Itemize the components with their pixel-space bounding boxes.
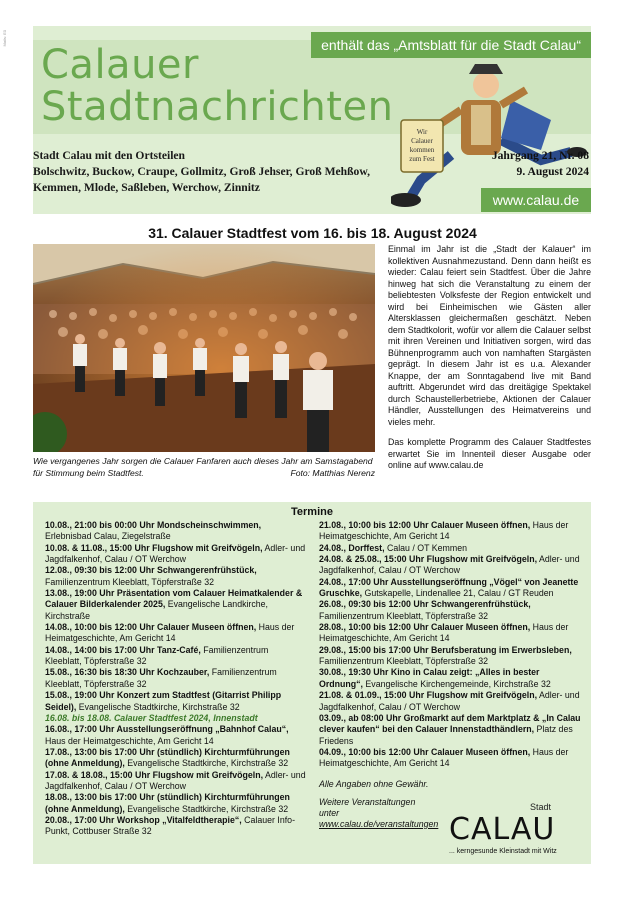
svg-text:Calauer: Calauer — [411, 137, 433, 145]
event-item — [45, 690, 307, 713]
disclaimer: Alle Angaben ohne Gewähr. — [319, 778, 429, 789]
event-location: Haus der Heimatgeschichte, Am Gericht 14 — [319, 746, 569, 769]
event-location: Platz des Friedens — [319, 724, 573, 746]
events-title: Termine — [291, 506, 333, 518]
towns-line-1: Stadt Calau mit den Ortsteilen — [33, 149, 186, 162]
events-column-left — [45, 520, 307, 838]
city-logo — [449, 802, 589, 862]
svg-text:kommen: kommen — [409, 146, 435, 154]
towns-block — [33, 148, 413, 196]
logo-small-text: Stadt — [529, 802, 551, 812]
towns-line-2: Bolschwitz, Buckow, Craupe, Gollmitz, Groß Jehser, Groß Mehßow, — [33, 165, 370, 178]
event-location: Adler- und Jagdfalkenhof, Calau / OT Werchow — [319, 690, 580, 712]
more-events-line-2: unter — [319, 807, 340, 818]
event-title: 03.09., ab 08:00 Uhr Großmarkt auf dem Marktplatz & „In Calau clever kaufen“ bei den Calauer Innenstadthändlern, — [319, 712, 581, 735]
event-title: 24.08., Dorffest, — [319, 542, 385, 553]
event-location: Familienzentrum Kleeblatt, Töpferstraße 32 — [45, 644, 269, 667]
events-box — [33, 502, 591, 864]
more-events-link[interactable]: www.calau.de/veranstaltungen — [319, 818, 439, 829]
website-link[interactable]: www.calau.de — [481, 188, 591, 212]
event-item — [319, 543, 581, 554]
event-item — [45, 747, 307, 770]
title-line-2: Stadtnachrichten — [41, 84, 394, 130]
event-item — [319, 747, 581, 770]
event-location: Adler- und Jagdfalkenhof, Calau / OT Werchow — [45, 542, 306, 565]
event-item — [45, 645, 307, 668]
issue-info — [492, 148, 589, 180]
event-item-festival: 16.08. bis 18.08. Calauer Stadtfest 2024, Innenstadt — [45, 712, 258, 723]
event-item — [45, 815, 307, 838]
event-title: 17.08. & 18.08., 15:00 Uhr Flugshow mit Greifvögeln, — [45, 769, 264, 780]
title-line-1: Calauer — [41, 42, 199, 88]
event-item — [45, 792, 307, 815]
event-location: Evangelische Stadtkirche, Kirchstraße 32 — [124, 758, 289, 769]
event-item — [319, 622, 581, 645]
article-paragraph-2: Das komplette Programm des Calauer Stadtfestes erwartet Sie im Innenteil dieser Ausgabe oder online auf www.calau.de — [388, 437, 591, 470]
event-item — [45, 622, 307, 645]
event-title: 29.08., 15:00 bis 17:00 Uhr Berufsberatung im Erwerbsleben, — [319, 644, 572, 655]
event-item — [319, 645, 581, 668]
logo-tagline: ... kerngesunde Kleinstadt mit Witz — [449, 848, 557, 855]
masthead — [33, 26, 591, 214]
event-item — [319, 577, 581, 600]
event-title: 16.08., 17:00 Uhr Ausstellungseröffnung „Bahnhof Calau“, — [45, 724, 289, 735]
event-title: 13.08., 19:00 Uhr Präsentation vom Calauer Heimatkalender & Calauer Bilderkalender 2025, — [45, 588, 303, 610]
event-location: Familienzentrum Kleeblatt, Töpferstraße 32 — [45, 576, 215, 587]
event-item — [45, 543, 307, 566]
event-title: 14.08., 10:00 bis 12:00 Uhr Calauer Museen öffnen, — [45, 622, 257, 633]
article-paragraph-1: Einmal im Jahr ist die „Stadt der Kalauer“ im kollektiven Ausnahmezustand. Denn dann heißt es wieder: Calau feiert sein Stadtfest. Über die Jahre hinweg hat sich die Veranstaltung zu einem der beliebtesten Volksfeste der Region entwickelt und wird bei Einheimischen wie Gästen aller Altersklassen gleichermaßen geschätzt. Neben dem Stadtkolorit, wofür vor allem die Calauer selbst mit ihren Vereinen und Initiativen sorgen, wird das Bühnenprogramm auch von namhaften Stargästen geprägt. In diesem Jahr ist es u.a. Alexander Knappe, der am Sonntagabend live mit Band auftritt. Abgerundet wird das dreitägige Spektakel durch Schaustellerbetriebe, Aktionen der Calauer Händler, Ausstellungen des Heimatvereins und vieles mehr. — [388, 244, 591, 427]
towns-line-3: Kemmen, Mlode, Saßleben, Werchow, Zinnitz — [33, 181, 260, 194]
event-item — [319, 520, 581, 543]
event-item — [45, 667, 307, 690]
issue-date: 9. August 2024 — [516, 165, 589, 178]
event-title: 15.08., 19:00 Uhr Konzert zum Stadtfest (Gitarrist Philipp Seidel), — [45, 690, 282, 712]
event-title: 10.08., 21:00 bis 00:00 Uhr Mondscheinschwimmen, — [45, 520, 262, 530]
event-location: Haus der Heimatgeschichte, Am Gericht 14 — [45, 622, 295, 644]
event-location: Evangelische Landkirche, Kirchstraße — [45, 599, 268, 621]
event-item — [319, 690, 581, 713]
article-body — [388, 244, 591, 481]
issue-volume: Jahrgang 21, Nr. 08 — [491, 149, 589, 162]
photo-credit: Foto: Matthias Nerenz — [290, 467, 375, 478]
event-location: Familienzentrum Kleeblatt, Töpferstraße 32 — [319, 656, 489, 667]
event-item — [45, 588, 307, 622]
event-location: Calau / OT Kemmen — [384, 542, 467, 553]
event-item — [45, 770, 307, 793]
event-title: 10.08. & 11.08., 15:00 Uhr Flugshow mit Greifvögeln, — [45, 542, 263, 553]
event-location: Adler- und Jagdfalkenhof, Calau / OT Werchow — [45, 769, 306, 791]
event-title: 14.08., 14:00 bis 17:00 Uhr Tanz-Café, — [45, 644, 201, 655]
event-location: Calauer Info-Punkt, Cottbuser Straße 32 — [45, 814, 295, 837]
event-title: 18.08., 13:00 bis 17:00 Uhr (stündlich) Kirchturmführungen (ohne Anmeldung), — [45, 792, 290, 814]
event-location: Evangelische Stadtkirche, Kirchstraße 32 — [76, 701, 240, 712]
festival-photo — [33, 244, 375, 452]
event-location: Haus der Heimatgeschichte, Am Gericht 14 — [45, 735, 214, 746]
more-events-line-1: Weitere Veranstaltungen — [319, 796, 416, 807]
event-location: Familienzentrum Kleeblatt, Töpferstraße 32 — [319, 610, 489, 621]
svg-text:zum Fest: zum Fest — [409, 155, 435, 163]
event-location: Haus der Heimatgeschichte, Am Gericht 14 — [319, 520, 569, 542]
event-item — [319, 554, 581, 577]
event-location: Gutskapelle, Lindenallee 21, Calau / GT Reuden — [362, 588, 554, 599]
amtsblatt-banner: enthält das „Amtsblatt für die Stadt Calau“ — [311, 32, 591, 58]
photo-caption — [33, 456, 375, 479]
event-item — [45, 565, 307, 588]
event-title: 04.09., 10:00 bis 12:00 Uhr Calauer Museen öffnen, — [319, 746, 531, 757]
event-location: Adler- und Jagdfalkenhof, Calau / OT Werchow — [319, 554, 580, 576]
event-title: 12.08., 09:30 bis 12:00 Uhr Schwangerenfrühstück, — [45, 565, 257, 576]
event-title: 17.08., 13:00 bis 17:00 Uhr (stündlich) Kirchturmführungen (ohne Anmeldung), — [45, 746, 290, 769]
event-title: 26.08., 09:30 bis 12:00 Uhr Schwangerenfrühstück, — [319, 599, 531, 610]
event-location: Familienzentrum Kleeblatt, Töpferstraße 32 — [45, 667, 277, 689]
event-title: 21.08., 10:00 bis 12:00 Uhr Calauer Museen öffnen, — [319, 520, 531, 530]
event-title: 28.08., 10:00 bis 12:00 Uhr Calauer Museen öffnen, — [319, 622, 531, 633]
event-title: 24.08., 17:00 Uhr Ausstellungseröffnung „Vögel“ von Jeanette Gruschke, — [319, 576, 579, 599]
event-location: Evangelische Kirchengemeinde, Kirchstraße 32 — [362, 678, 551, 689]
event-title: 30.08., 19:30 Uhr Kino in Calau zeigt: „Alles in bester Ordnung“, — [319, 667, 540, 689]
event-title: 21.08. & 01.09., 15:00 Uhr Flugshow mit Greifvögeln, — [319, 690, 538, 701]
side-note: Mails: E0 — [2, 30, 7, 47]
event-item — [319, 667, 581, 690]
event-title: 15.08., 16:30 bis 18:30 Uhr Kochzauber, — [45, 667, 210, 678]
svg-text:Wir: Wir — [416, 128, 428, 136]
article-headline: 31. Calauer Stadtfest vom 16. bis 18. August 2024 — [148, 225, 477, 241]
event-item — [45, 724, 307, 747]
event-item — [319, 713, 581, 747]
events-column-right — [319, 520, 581, 830]
event-location: Evangelische Stadtkirche, Kirchstraße 32 — [124, 803, 289, 814]
event-location: Erlebnisbad Calau, Ziegelstraße — [45, 531, 171, 542]
caption-text: Wie vergangenes Jahr sorgen die Calauer Fanfaren auch dieses Jahr am Samstagabend für Stimmung beim Stadtfest. — [33, 456, 373, 478]
logo-name: CALAU — [449, 812, 556, 847]
event-title: 24.08. & 25.08., 15:00 Uhr Flugshow mit Greifvögeln, — [319, 554, 538, 565]
event-location: Haus der Heimatgeschichte, Am Gericht 14 — [319, 622, 569, 644]
event-item — [45, 520, 307, 543]
event-item — [319, 599, 581, 622]
event-title: 20.08., 17:00 Uhr Workshop „Vitalfeldtherapie“, — [45, 814, 242, 825]
